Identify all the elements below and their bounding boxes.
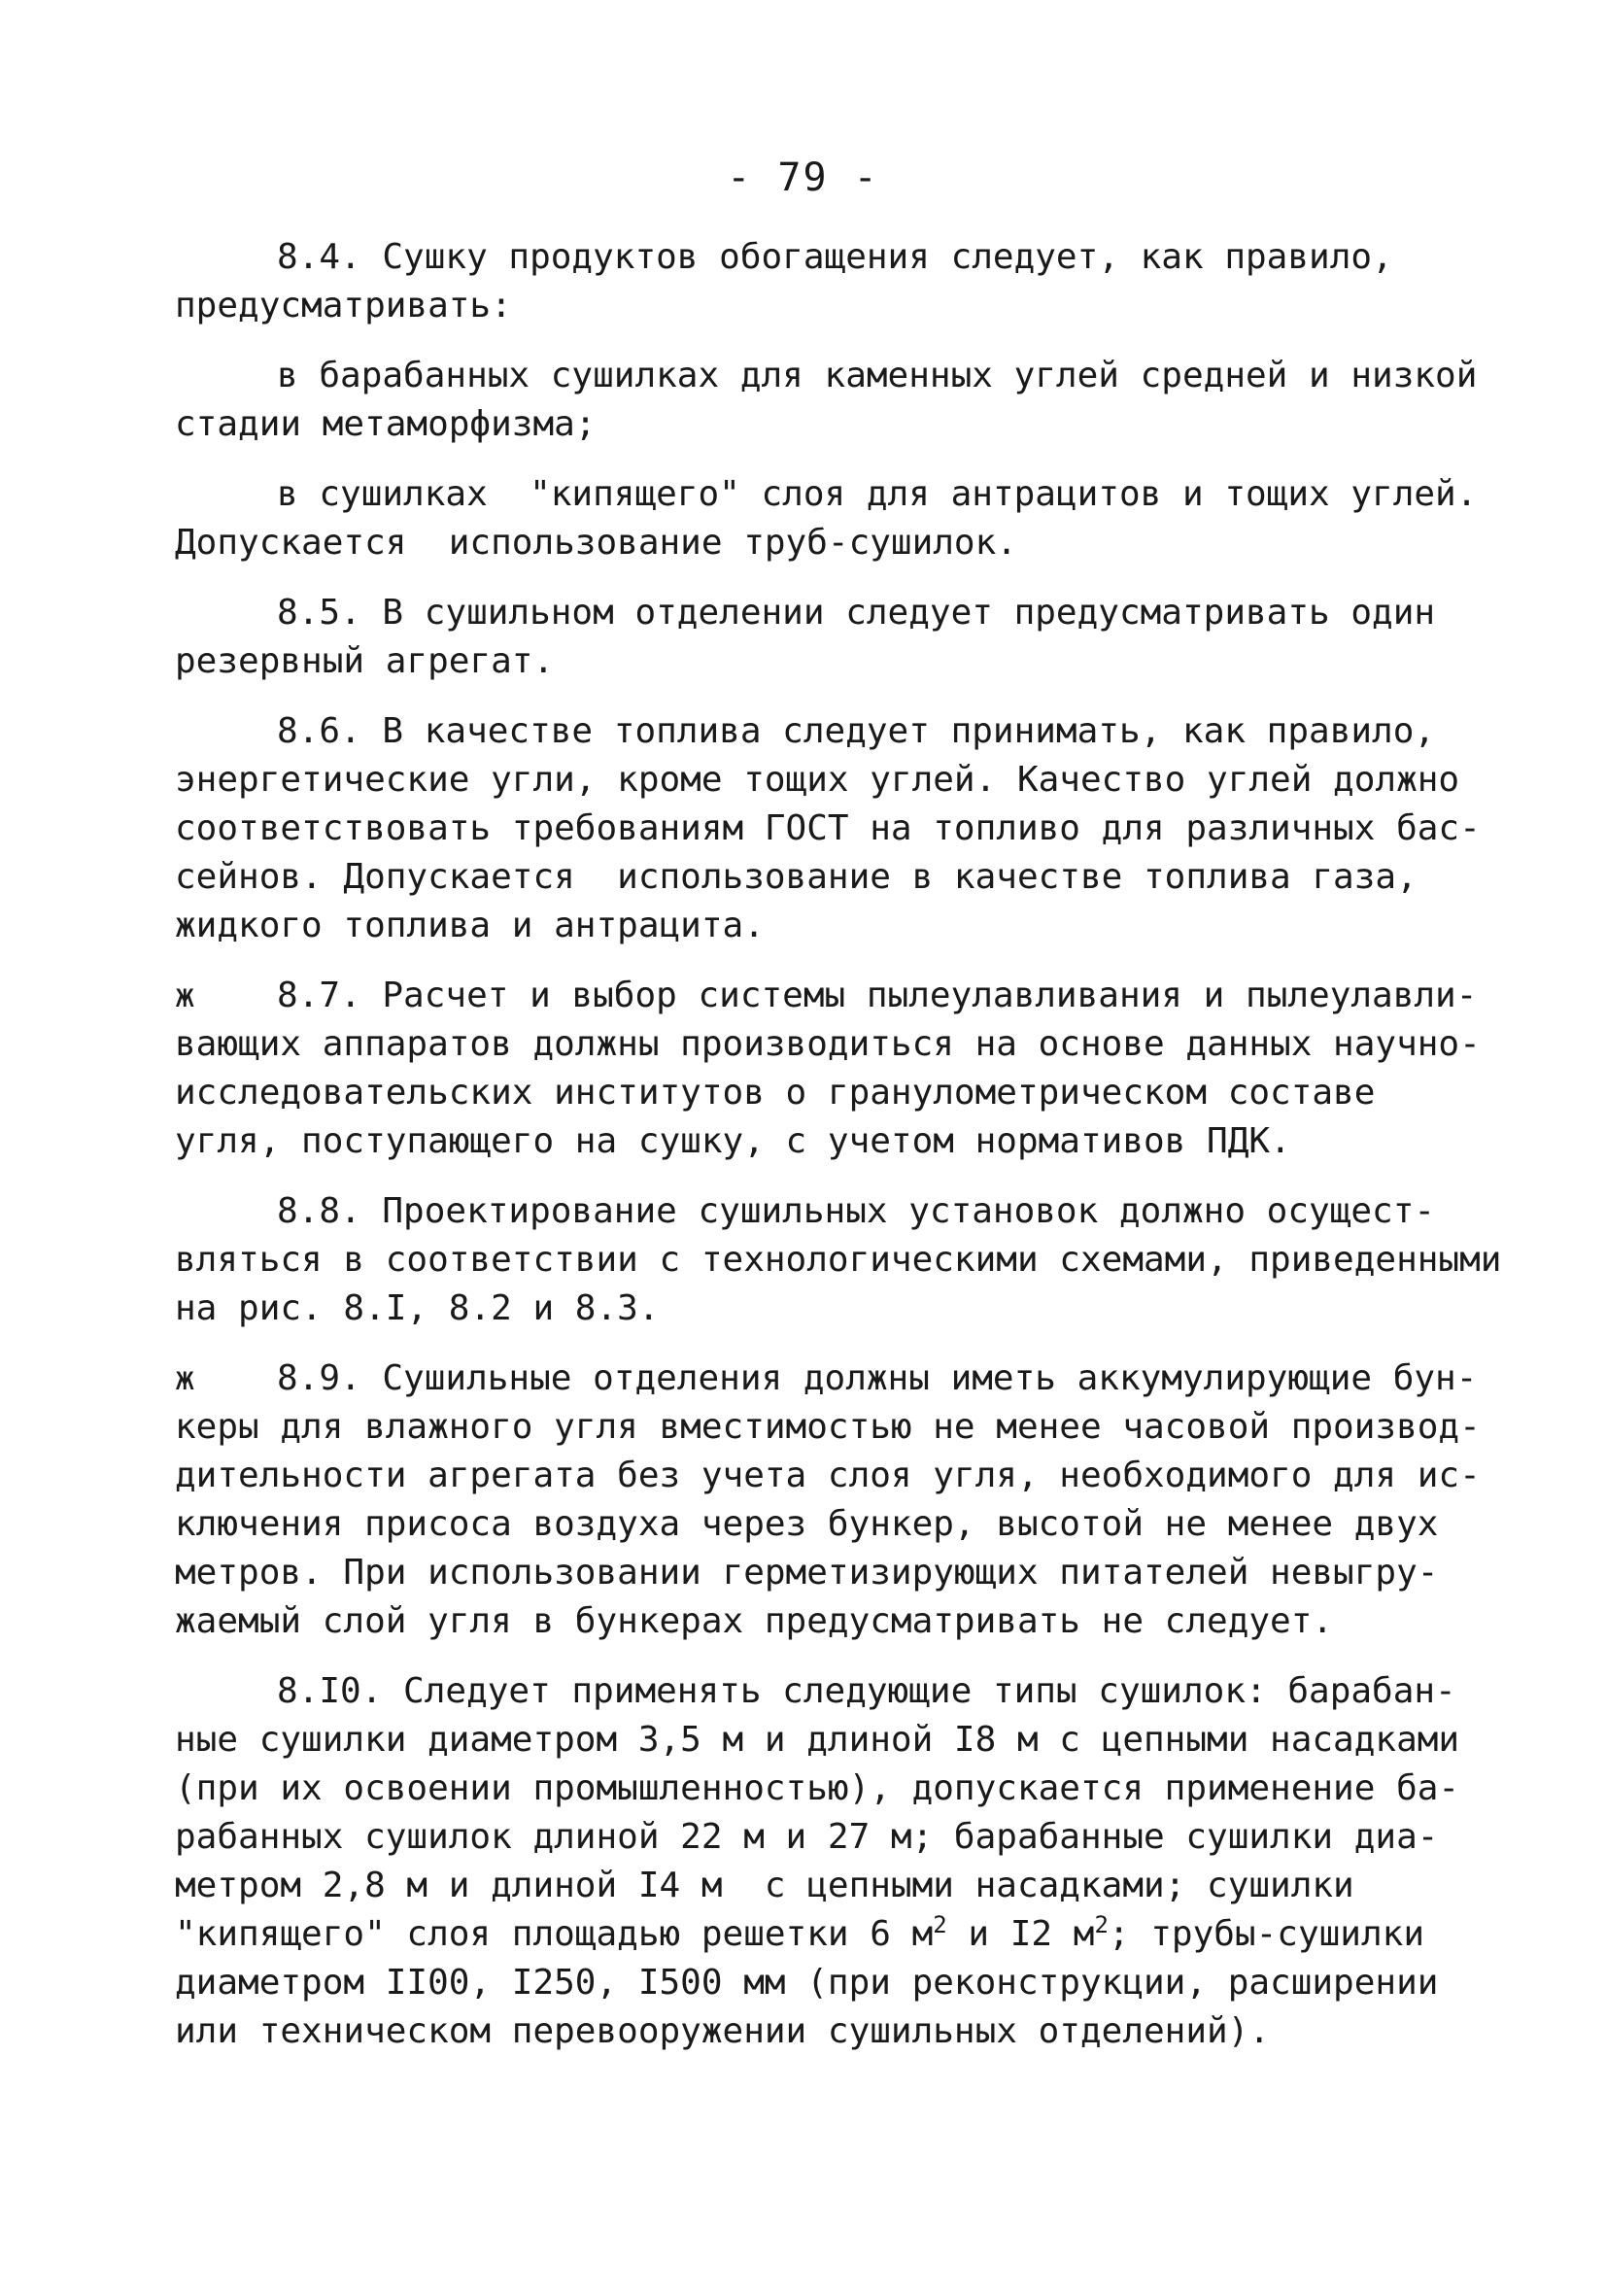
page-number: - 79 - bbox=[727, 155, 879, 200]
paragraph-8-8 bbox=[175, 1187, 1502, 1333]
text-line: энергетические угли, кроме тощих углей. Качество углей должно bbox=[175, 760, 1460, 800]
superscript: 2 bbox=[1094, 1911, 1109, 1938]
text-line: резервный агрегат. bbox=[175, 641, 555, 681]
text-line: вающих аппаратов должны производиться на основе данных научно- bbox=[175, 1024, 1481, 1064]
text-fragment: и I2 м bbox=[946, 1914, 1095, 1954]
text-line: (при их освоении промышленностью), допускается применение ба- bbox=[175, 1768, 1460, 1808]
text-line: сейнов. Допускается использование в качестве топлива газа, bbox=[175, 857, 1418, 897]
text-line: 8.6. В качестве топлива следует принимать, как правило, bbox=[277, 711, 1436, 751]
paragraph-8-7 bbox=[175, 972, 1481, 1166]
text-line: в барабанных сушилках для каменных углей средней и низкой bbox=[277, 356, 1478, 395]
text-line: диаметром II00, I250, I500 мм (при реконструкции, расширении bbox=[175, 1963, 1439, 2003]
document-body bbox=[175, 233, 1502, 2077]
text-line: 8.7. Расчет и выбор системы пылеулавливания и пылеулавли- bbox=[277, 976, 1478, 1015]
paragraph-8-5 bbox=[175, 589, 1438, 686]
text-line: на рис. 8.I, 8.2 и 8.3. bbox=[175, 1288, 660, 1328]
text-line: 8.4. Сушку продуктов обогащения следует, как правило, bbox=[277, 237, 1393, 277]
text-line: ные сушилки диаметром 3,5 м и длиной I8 м с цепными насадками bbox=[175, 1720, 1460, 1760]
text-line: дительности агрегата без учета слоя угля, необходимого для ис- bbox=[175, 1456, 1481, 1495]
text-line: керы для влажного угля вместимостью не менее часовой производ- bbox=[175, 1407, 1481, 1447]
text-fragment: ; трубы-сушилки bbox=[1108, 1914, 1424, 1954]
text-line: 8.I0. Следует применять следующие типы сушилок: барабан- bbox=[277, 1671, 1456, 1711]
text-line: предусматривать: bbox=[175, 286, 512, 326]
text-line: ключения присоса воздуха через бункер, высотой не менее двух bbox=[175, 1504, 1439, 1544]
text-line: соответствовать требованиям ГОСТ на топливо для различных бас- bbox=[175, 808, 1481, 848]
text-line: метром 2,8 м и длиной I4 м с цепными насадками; сушилки bbox=[175, 1866, 1354, 1905]
text-line: метров. При использовании герметизирующих питателей невыгру- bbox=[175, 1553, 1439, 1593]
paragraph-8-4-drum bbox=[175, 352, 1478, 449]
paragraph-8-9 bbox=[175, 1354, 1481, 1646]
change-marker: ж bbox=[175, 1359, 195, 1398]
text-line: жаемый слой угля в бункерах предусматривать не следует. bbox=[175, 1601, 1334, 1641]
superscript: 2 bbox=[933, 1911, 947, 1938]
text-line: 8.9. Сушильные отделения должны иметь аккумулирующие бун- bbox=[277, 1358, 1478, 1398]
text-fragment: "кипящего" слоя площадью решетки 6 м bbox=[175, 1914, 934, 1954]
paragraph-8-4 bbox=[175, 233, 1438, 330]
change-marker: ж bbox=[175, 977, 195, 1015]
paragraph-8-4-fluidized bbox=[175, 470, 1478, 567]
text-line: вляться в соответствии с технологическими схемами, приведенными bbox=[175, 1240, 1502, 1280]
text-line: или техническом перевооружении сушильных отделений). bbox=[175, 2011, 1271, 2051]
paragraph-8-6 bbox=[175, 707, 1481, 950]
text-line: стадии метаморфизма; bbox=[175, 404, 597, 444]
paragraph-8-10 bbox=[175, 1667, 1460, 2056]
text-line: Допускается использование труб-сушилок. bbox=[175, 523, 1017, 563]
text-line: угля, поступающего на сушку, с учетом нормативов ПДК. bbox=[175, 1121, 1291, 1161]
text-line: рабанных сушилок длиной 22 м и 27 м; барабанные сушилки диа- bbox=[175, 1817, 1439, 1857]
text-line-with-superscripts bbox=[175, 1910, 1438, 1959]
text-line: исследовательских институтов о гранулометрическом составе bbox=[175, 1073, 1376, 1113]
text-line: в сушилках "кипящего" слоя для антрацитов и тощих углей. bbox=[277, 474, 1478, 514]
text-line: 8.8. Проектирование сушильных установок должно осущест- bbox=[277, 1191, 1436, 1231]
text-line: 8.5. В сушильном отделении следует предусматривать один bbox=[277, 593, 1436, 633]
text-line: жидкого топлива и антрацита. bbox=[175, 906, 765, 945]
